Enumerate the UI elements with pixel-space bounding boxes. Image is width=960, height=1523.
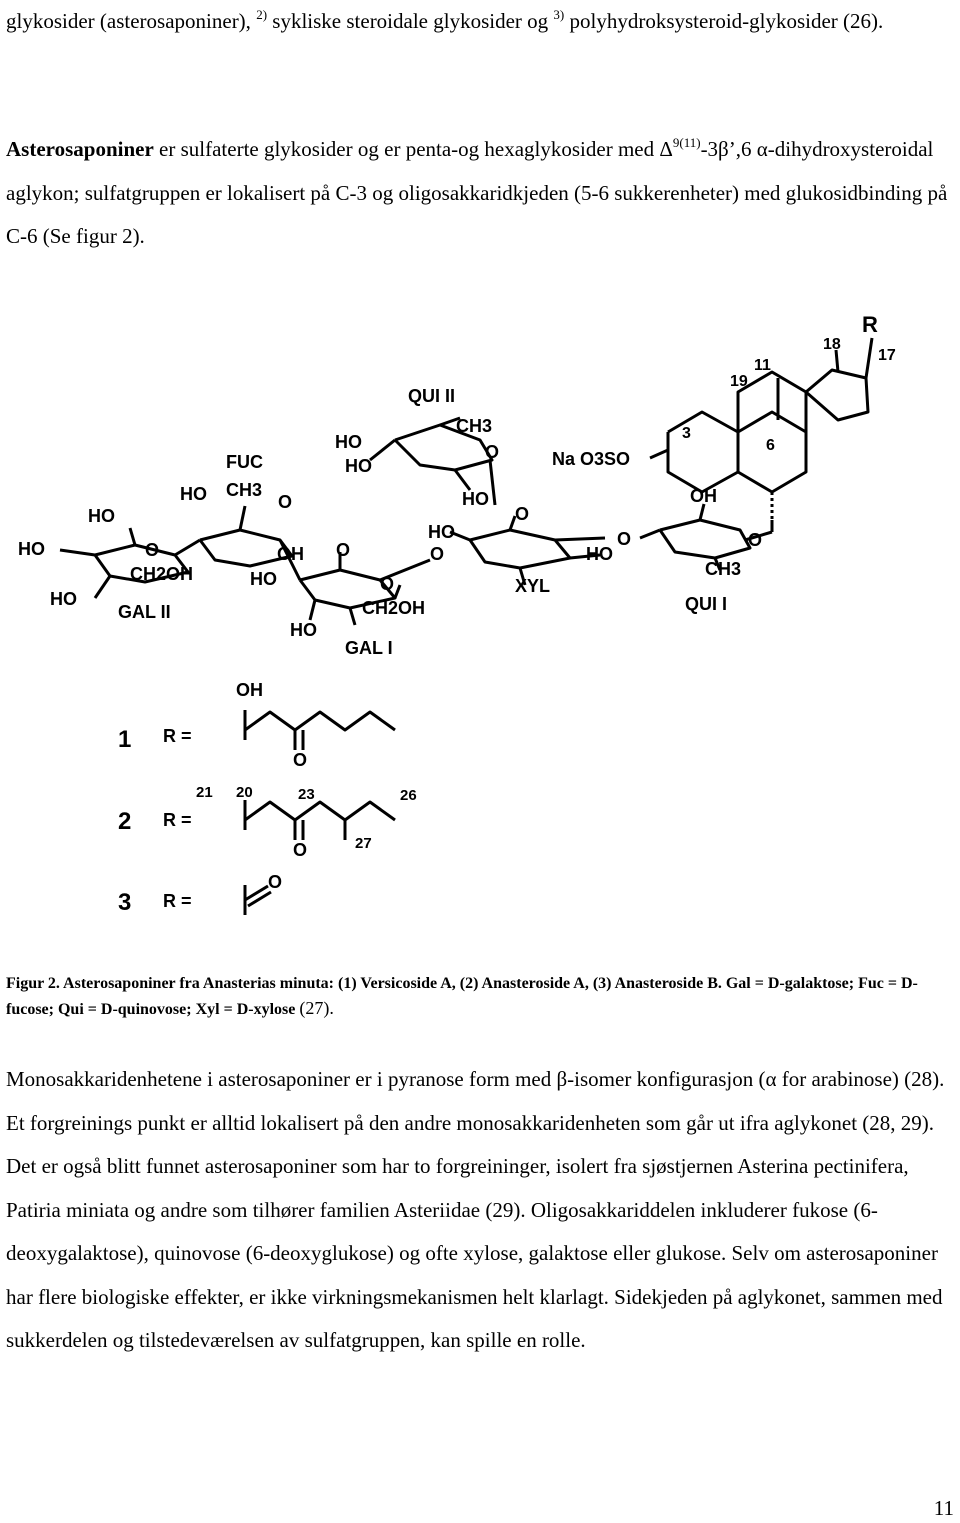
asterosaponin-text-a: er sulfaterte glykosider og er penta-og hexaglykosider med Δ xyxy=(153,137,673,161)
xyl-ho-label: HO xyxy=(428,522,455,542)
fuc-ch3-label: CH3 xyxy=(226,480,263,500)
variant-2-c27: 27 xyxy=(355,835,372,852)
gal-i-ring-o-label: O xyxy=(336,540,351,560)
xyl-ho-label-top: HO xyxy=(462,489,489,509)
qui-i-ch3-label: CH3 xyxy=(705,559,742,579)
caption-text: Figur 2. Asterosaponiner fra Anasterias minuta: (1) Versicoside A, (2) Anasteroside A, (3) Anasteroside B. Gal = D-galaktose; Fuc = D-fucose; Qui = D-quinovose; Xyl = D-xylose xyxy=(6,975,918,1018)
intro-text-a: glykosider (asterosaponiner), xyxy=(6,9,257,33)
xyl-label: XYL xyxy=(515,576,551,596)
intro-text-c: polyhydroksysteroid-glykosider (26). xyxy=(564,9,884,33)
intro-sup-2: 2) xyxy=(256,7,268,22)
body-paragraph: Monosakkaridenhetene i asterosaponiner er i pyranose form med β-isomer konfigurasjon (α for arabinose) (28). Et forgreinings punkt er alltid lokalisert på den andre monosakkaridenheten som går ut ifra aglykonet (28, 29). Det er også blitt funnet asterosaponiner som har to forgreininger, isolert fra sjøstjernen Asterina pectinifera, Patiria miniata og andre som tilhører familien Asteriidae (29). Oligosakkariddelen inkluderer fukose (6-deoxygalaktose), quinovose (6-deoxyglukose) og ofte xylose, galaktose eller glukose. Selv om asterosaponiner har flere biologiske effekter, er ikke virkningsmekanismen helt klarlagt. Sidekjeden på aglykonet, sammen med sukkerdelen og tilstedeværelsen av sulfatgruppen, kan spille en rolle. xyxy=(6,1067,945,1352)
carbon-6-label: 6 xyxy=(766,437,775,454)
variant-2-c26: 26 xyxy=(400,787,417,804)
variant-2-number: 2 xyxy=(118,808,132,835)
gal-ii-ring-o-label: O xyxy=(145,540,160,560)
qui-ii-ho-label-b: HO xyxy=(345,456,372,476)
page-number: 11 xyxy=(933,1496,954,1520)
xyl-o-label-top: O xyxy=(515,504,530,524)
fuc-ho-label: HO xyxy=(180,484,207,504)
variant-1-number: 1 xyxy=(118,726,132,753)
qui-ii-ho-label-a: HO xyxy=(335,432,362,452)
qui-i-link-o-label: O xyxy=(617,529,632,549)
carbon-11-label: 11 xyxy=(754,357,771,374)
gal-ii-ch2oh-label: CH2OH xyxy=(130,564,194,584)
structure-figure xyxy=(0,300,960,940)
intro-paragraph xyxy=(6,0,951,43)
xyl-ring-o-label: O xyxy=(430,544,445,564)
figure-caption xyxy=(6,972,946,1022)
gal-i-ho-label-b: HO xyxy=(290,620,317,640)
variant-3-number: 3 xyxy=(118,889,132,916)
carbon-17-label: 17 xyxy=(878,347,896,364)
variant-2-c23: 23 xyxy=(298,786,315,803)
carbon-19-label: 19 xyxy=(730,373,748,390)
variant-2-c21: 21 xyxy=(196,784,213,801)
qui-i-label: QUI I xyxy=(685,594,728,614)
qui-ii-label: QUI II xyxy=(408,386,456,406)
variant-1-equals: R = xyxy=(163,726,192,746)
gal-ii-label: GAL II xyxy=(118,602,171,622)
carbon-3-label: 3 xyxy=(682,425,691,442)
sulfate-label: Na O3SO xyxy=(552,449,631,469)
qui-ii-ch3-label: CH3 xyxy=(456,416,493,436)
qui-i-ring-o-label: O xyxy=(748,530,763,550)
qui-i-oh-label: OH xyxy=(690,486,717,506)
variant-3-o: O xyxy=(268,872,283,892)
fuc-ring-o-label: O xyxy=(278,492,293,512)
gal-ii-ho-label-c: HO xyxy=(50,589,77,609)
carbon-18-label: 18 xyxy=(823,336,841,353)
qui-i-ho-label: HO xyxy=(586,544,613,564)
variant-3-equals: R = xyxy=(163,891,192,911)
gal-i-link-o-label: O xyxy=(380,574,395,594)
gal-ii-ho-label-b: HO xyxy=(18,539,45,559)
gal-i-ho-label-a: HO xyxy=(250,569,277,589)
intro-sup-3: 3) xyxy=(553,7,565,22)
variant-1 xyxy=(118,680,307,770)
qui-ii-ring-o-label: O xyxy=(485,442,500,462)
gal-ii-ho-label-a: HO xyxy=(88,506,115,526)
variant-2-equals: R = xyxy=(163,810,192,830)
r-label-top: R xyxy=(862,312,878,337)
fuc-label: FUC xyxy=(226,452,263,472)
variant-2-o: O xyxy=(293,840,308,860)
fuc-oh-label: OH xyxy=(277,544,304,564)
caption-reference: (27). xyxy=(299,998,334,1018)
gal-i-ch2oh-label: CH2OH xyxy=(362,598,426,618)
variant-2 xyxy=(118,784,417,860)
gal-i-label: GAL I xyxy=(345,638,393,658)
variant-1-o: O xyxy=(293,750,308,770)
term-asterosaponiner: Asterosaponiner xyxy=(6,137,154,161)
asterosaponin-paragraph xyxy=(6,128,951,259)
variant-1-oh: OH xyxy=(236,680,263,700)
intro-text-b: sykliske steroidale glykosider og xyxy=(267,9,554,33)
asterosaponin-text-b: -3β’,6 α-dihydroxysteroidal aglykon; sulfatgruppen er lokalisert på C-3 og oligosakkaridkjeden (5-6 sukkerenheter) med glukosidbinding på C-6 (Se figur 2). xyxy=(6,137,948,248)
delta-superscript: 9(11) xyxy=(672,135,701,150)
variant-2-c20: 20 xyxy=(236,784,253,801)
